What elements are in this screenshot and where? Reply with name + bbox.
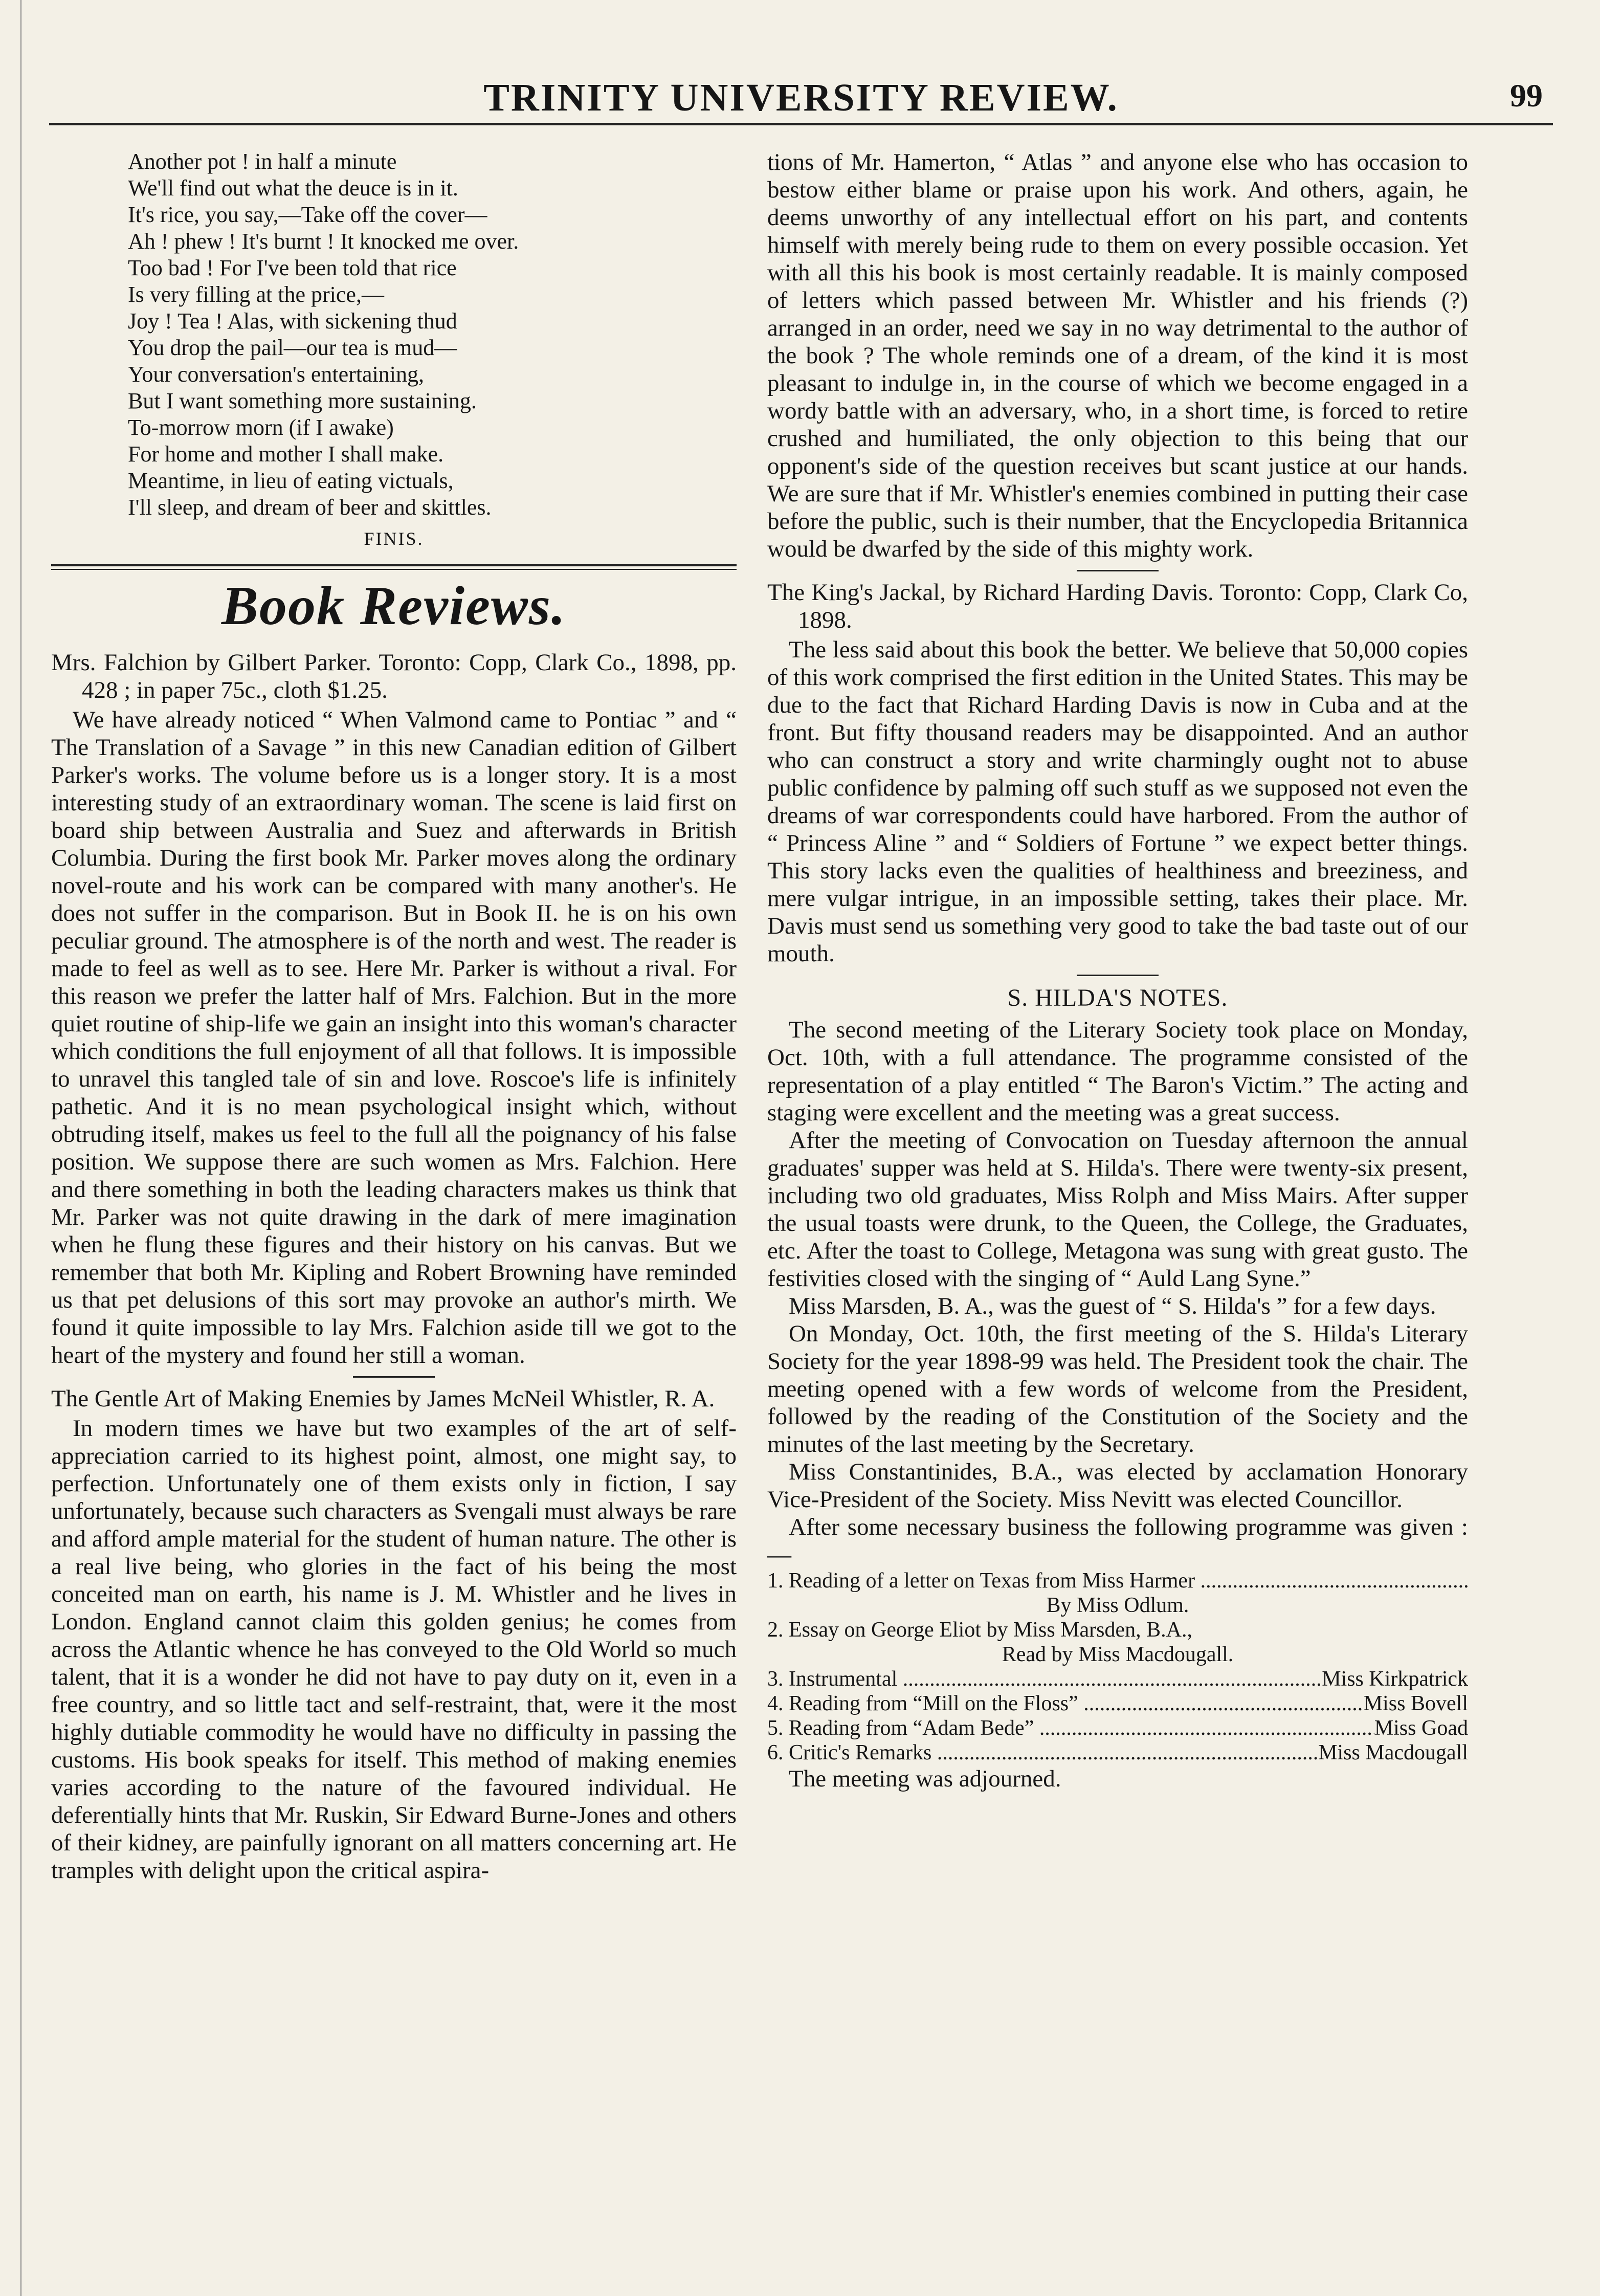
poem-line: Too bad ! For I've been told that rice	[128, 255, 457, 280]
programme-item	[767, 1618, 1468, 1642]
poem-line: It's rice, you say,—Take off the cover—	[128, 202, 487, 227]
review-body-falchion: We have already noticed “ When Valmond came to Pontiac ” and “ The Translation of a Savage ” in this new Canadian edition of Gilbert Parker's works. The volume before us is a longer story. It is a most interesting study of an extraordinary woman. The scene is laid first on board ship between Australia and Suez and afterwards in British Columbia. During the first book Mr. Parker moves along the ordinary novel-route and his work can be compared with many another's. He does not suffer in the comparison. But in Book II. he is on his own peculiar ground. The atmosphere is of the north and west. The reader is made to feel as well as to see. Here Mr. Parker is without a rival. For this reason we prefer the latter half of Mrs. Falchion. But in the more quiet routine of ship-life we gain an insight into this woman's character which conditions the full enjoyment of all that follows. It is impossible to unravel this tangled tale of sin and love. Roscoe's life is infinitely pathetic. And it is no mean psychological insight which, without obtruding itself, makes us feel to the full all the poignancy of his false position. We suppose there are such women as Mrs. Falchion. Here and there something in both the leading characters makes us think that Mr. Parker was not quite drawing in the dark of mere imagination when he flung these figures and their history on his canvas. But we remember that both Mr. Kipling and Robert Browning have reminded us that pet delusions of this sort may provoke an author's mirth. We found it quite impossible to lay Mrs. Falchion aside till we got to the heart of the mystery and found her still a woman.	[51, 707, 737, 1368]
poem-line: Ah ! phew ! It's burnt ! It knocked me over.	[128, 229, 519, 254]
programme-item-title: 4. Reading from “Mill on the Floss” .....	[767, 1691, 1364, 1716]
page-number: 99	[1510, 77, 1543, 114]
programme-item-title: 1. Reading of a letter on Texas from Miss Harmer .....	[767, 1569, 1468, 1593]
programme-item-performer: Miss Macdougall	[1318, 1741, 1468, 1764]
programme-item	[767, 1691, 1468, 1716]
review-divider	[353, 1376, 435, 1378]
poem-finis: FINIS.	[364, 528, 424, 549]
hilda-closing: The meeting was adjourned.	[789, 1765, 1061, 1792]
book-reviews-heading: Book Reviews.	[221, 576, 566, 636]
journal-title: TRINITY UNIVERSITY REVIEW.	[483, 76, 1119, 119]
programme-item	[767, 1740, 1468, 1765]
poem-line: For home and mother I shall make.	[128, 441, 444, 467]
hilda-notes-heading: S. HILDA'S NOTES.	[1007, 984, 1228, 1011]
binding-edge	[0, 0, 21, 2296]
masthead	[49, 61, 1553, 125]
left-column	[51, 148, 737, 1884]
poem-line: Your conversation's entertaining,	[128, 362, 425, 387]
programme-item-performer: Miss Bovell	[1363, 1692, 1468, 1715]
programme-item	[767, 1716, 1468, 1740]
review-body-gentle-art: In modern times we have but two examples of the art of self-appreciation carried to its highest point, almost, one might say, to perfection. Unfortunately one of them exists only in fiction, I say unfortunately, because such characters as Svengali must always be rare and afford ample material for the student of human nature. The other is a real live being, who glories in the fact of his being the most conceited man on earth, his name is J. M. Whistler and he lives in London. England cannot claim this golden genius; he comes from across the Atlantic whence he has conveyed to the Old World so much talent, that it is a wonder he did not have to pay duty on it, even in a free country, and so little tact and self-restraint, that, were it the most highly dutiable commodity he would have no difficulty in passing the customs. His book speaks for itself. This method of making enemies varies according to the nature of the favoured individual. He deferentially hints that Mr. Ruskin, Sir Edward Burne-Jones and others of their kidney, are painfully ignorant on all matters concerning art. He tramples with delight upon the critical aspira-	[51, 1415, 737, 1884]
poem-line: But I want something more sustaining.	[128, 388, 477, 413]
programme-item-performer: Miss Goad	[1374, 1716, 1468, 1740]
hilda-paragraph: Miss Constantinides, B.A., was elected by acclamation Honorary Vice-President of the Society. Miss Nevitt was elected Councillor.	[767, 1459, 1468, 1513]
poem-line: Another pot ! in half a minute	[128, 149, 397, 174]
review-body-gentle-art-continued: tions of Mr. Hamerton, “ Atlas ” and anyone else who has occasion to bestow either blame or praise upon his work. And others, again, he deems unworthy of any intellectual effort on his part, and contents himself with merely being rude to them on every possible occasion. Yet with all this his book is most certainly readable. It is mainly composed of letters which passed between Mr. Whistler and his friends (?) arranged in an order, need we say in no way detrimental to the author of the book ? The whole reminds one of a dream, of the kind it is most pleasant to indulge in, in the course of which we become engaged in a wordy battle with an adversary, who, in a short time, is forced to retire crushed and humiliated, the only objection to this being that our opponent's side of the question receives but scant justice at our hands. We are sure that if Mr. Whistler's enemies combined in putting their case before the public, such is their number, that the Encyclopedia Britannica would be dwarfed by the side of this mighty work.	[767, 149, 1468, 562]
programme-item-title: 6. Critic's Remarks .....	[767, 1740, 1318, 1765]
review-head-gentle-art: The Gentle Art of Making Enemies by James McNeil Whistler, R. A.	[51, 1385, 715, 1412]
section-divider	[51, 564, 737, 570]
hilda-paragraph: On Monday, Oct. 10th, the first meeting of the S. Hilda's Literary Society for the year 1898-99 was held. The President took the chair. The meeting opened with a few words of welcome from the President, followed by the reading of the Constitution of the Society and the minutes of the last meeting by the Secretary.	[767, 1320, 1468, 1458]
poem-line: Joy ! Tea ! Alas, with sickening thud	[128, 308, 457, 334]
programme-item	[767, 1569, 1468, 1593]
programme-list	[767, 1569, 1468, 1765]
poem-line: We'll find out what the deuce is in it.	[128, 175, 458, 201]
hilda-paragraph: After the meeting of Convocation on Tuesday afternoon the annual graduates' supper was held at S. Hilda's. There were twenty-six present, including two old graduates, Miss Rolph and Miss Mairs. After supper the usual toasts were drunk, to the Queen, the College, the Graduates, etc. After the toast to College, Metagona was sung with great gusto. The festivities closed with the singing of “ Auld Lang Syne.”	[767, 1127, 1468, 1292]
programme-item-performer: Miss Kirkpatrick	[1322, 1667, 1468, 1691]
poem-line: Is very filling at the price,—	[128, 282, 384, 307]
programme-item-by: Read by Miss Macdougall.	[1002, 1643, 1234, 1666]
hilda-paragraph: After some necessary business the following programme was given :—	[767, 1514, 1468, 1568]
poem	[128, 148, 737, 521]
programme-item-title: 5. Reading from “Adam Bede” .....	[767, 1716, 1374, 1740]
poem-line: You drop the pail—our tea is mud—	[128, 335, 457, 360]
review-head-kings-jackal: The King's Jackal, by Richard Harding Davis. Toronto: Copp, Clark Co, 1898.	[767, 579, 1468, 633]
hilda-paragraph: Miss Marsden, B. A., was the guest of “ S. Hilda's ” for a few days.	[789, 1293, 1436, 1319]
section-divider	[1077, 975, 1159, 976]
poem-line: To-morrow morn (if I awake)	[128, 415, 394, 440]
programme-item-by: By Miss Odlum.	[1046, 1594, 1189, 1617]
review-body-kings-jackal: The less said about this book the better. We believe that 50,000 copies of this work comprised the first edition in the United States. This may be due to the fact that Richard Harding Davis is now in Cuba and at the front. But fifty thousand readers may be disappointed. And an author who can construct a story and write charmingly ought not to abuse public confidence by palming off such stuff as we supposed not even the dreams of war correspondents could have harbored. From the author of “ Princess Aline ” and “ Soldiers of Fortune ” we expect better things. This story lacks even the qualities of healthiness and breeziness, and mere vulgar intrigue, in an impossible setting, takes their place. Mr. Davis must send us something very good to take the bad taste out of our mouth.	[767, 636, 1468, 967]
right-column	[767, 148, 1468, 1793]
programme-item-title: 2. Essay on George Eliot by Miss Marsden, B.A.,	[767, 1618, 1192, 1642]
programme-item-title: 3. Instrumental .....	[767, 1667, 1322, 1691]
hilda-paragraph: The second meeting of the Literary Society took place on Monday, Oct. 10th, with a full attendance. The programme consisted of the representation of a play entitled “ The Baron's Victim.” The acting and staging were excellent and the meeting was a great success.	[767, 1017, 1468, 1126]
poem-line: I'll sleep, and dream of beer and skittles.	[128, 495, 492, 520]
programme-item	[767, 1667, 1468, 1691]
review-divider	[1077, 570, 1159, 571]
poem-line: Meantime, in lieu of eating victuals,	[128, 468, 454, 493]
review-head-falchion: Mrs. Falchion by Gilbert Parker. Toronto: Copp, Clark Co., 1898, pp. 428 ; in paper 75c., cloth $1.25.	[51, 649, 737, 703]
